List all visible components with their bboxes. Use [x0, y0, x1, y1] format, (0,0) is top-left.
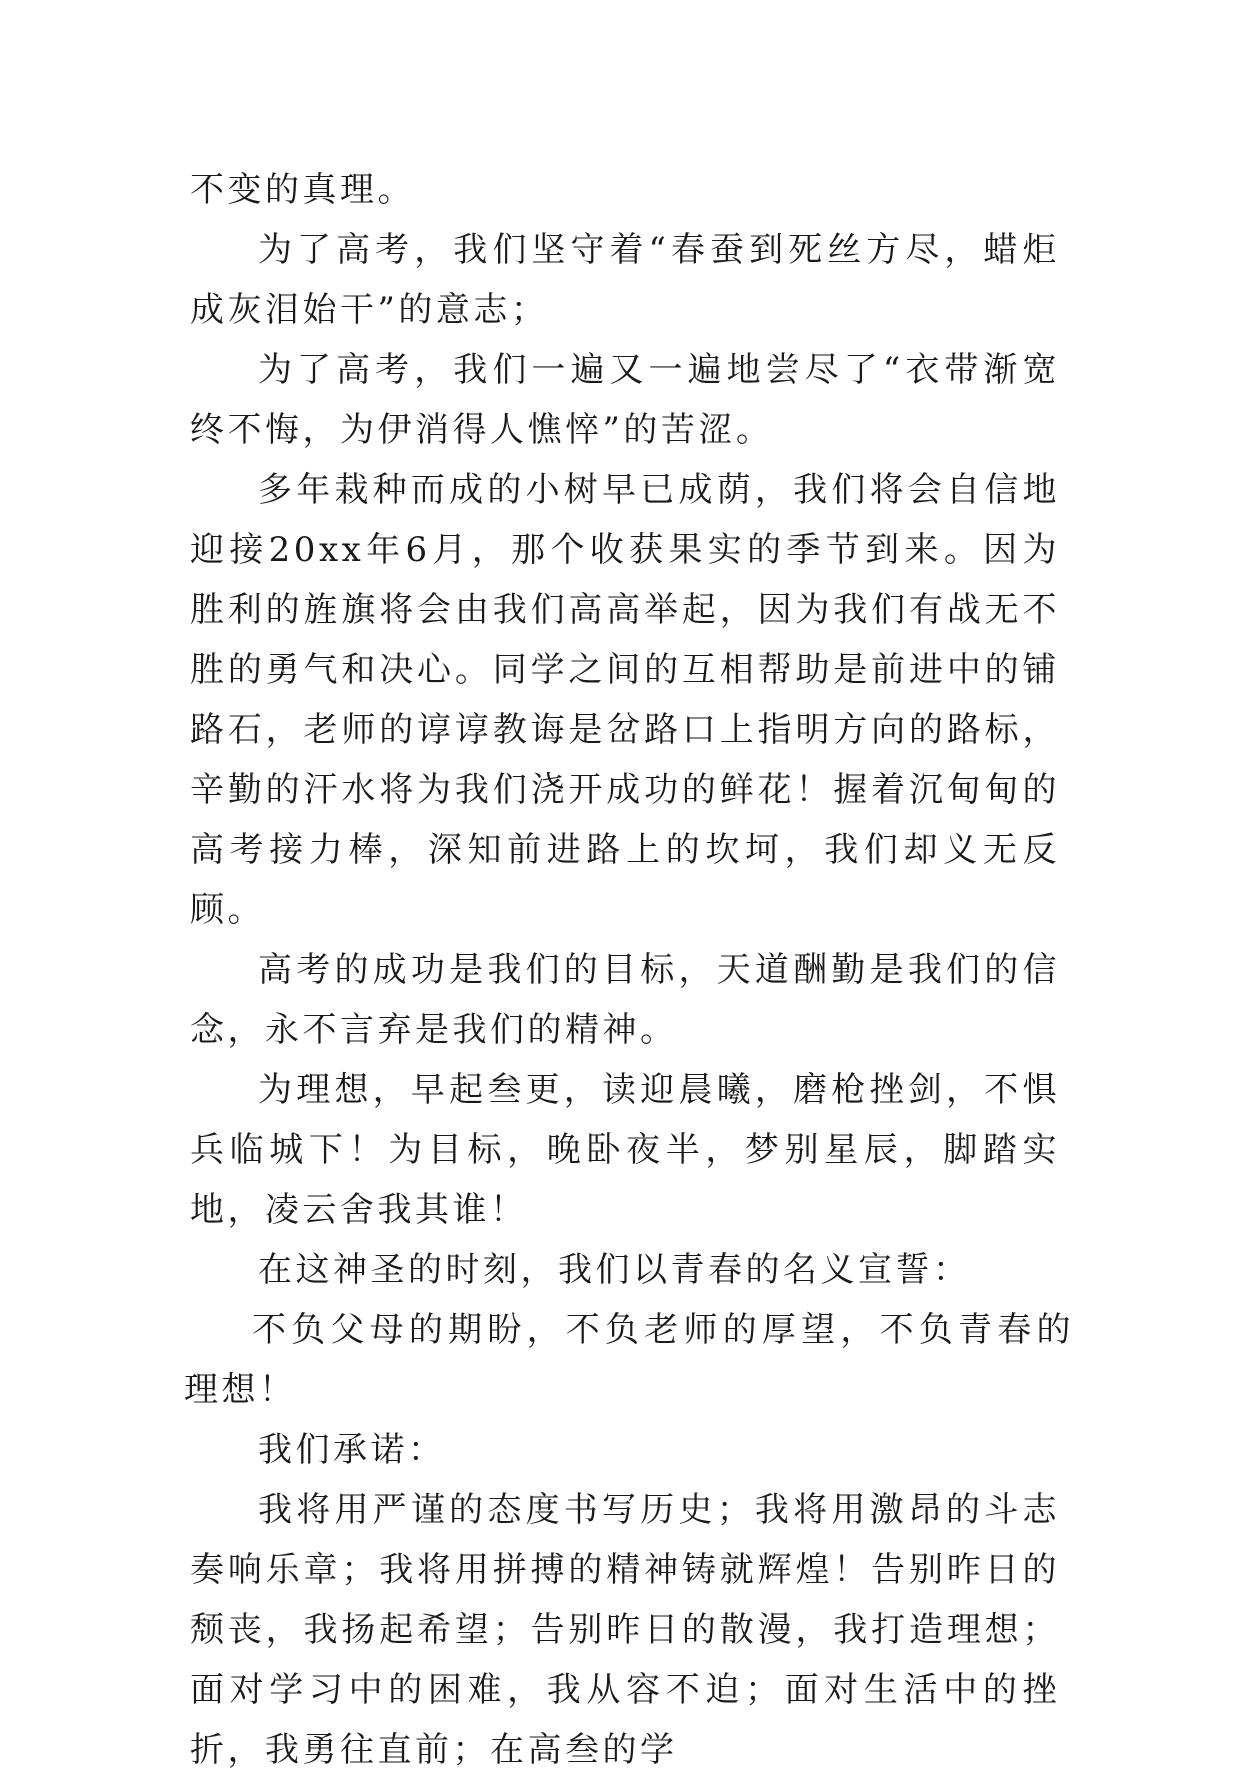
paragraph-1: 不变的真理。: [190, 170, 415, 210]
paragraph-5: 高考的成功是我们的目标，天道酬勤是我们的信念，永不言弃是我们的精神。: [190, 950, 1060, 1050]
paragraph-8: 不负父母的期盼，不负老师的厚望，不负青春的理想！: [184, 1310, 1074, 1410]
paragraph-10: 我将用严谨的态度书写历史；我将用激昂的斗志奏响乐章；我将用拼搏的精神铸就辉煌！告别昨日的颓丧，我扬起希望；告别昨日的散漫，我打造理想；面对学习中的困难，我从容不迫；面对生活中的挫折，我勇往直前；在高叁的学: [190, 1490, 1060, 1770]
paragraph-4: 多年栽种而成的小树早已成荫，我们将会自信地迎接20xx年6月，那个收获果实的季节到来。因为胜利的旌旗将会由我们高高举起，因为我们有战无不胜的勇气和决心。同学之间的互相帮助是前进中的铺路石，老师的谆谆教诲是岔路口上指明方向的路标，辛勤的汗水将为我们浇开成功的鲜花！握着沉甸甸的高考接力棒，深知前进路上的坎坷，我们却义无反顾。: [190, 470, 1060, 930]
paragraph-2: 为了高考，我们坚守着“春蚕到死丝方尽，蜡炬成灰泪始干”的意志；: [190, 230, 1060, 330]
document-body: [184, 160, 1074, 1780]
paragraph-9: 我们承诺：: [258, 1430, 446, 1470]
paragraph-7: 在这神圣的时刻，我们以青春的名义宣誓：: [258, 1250, 971, 1290]
paragraph-3: 为了高考，我们一遍又一遍地尝尽了“衣带渐宽终不悔，为伊消得人憔悴”的苦涩。: [190, 350, 1060, 450]
paragraph-6: 为理想，早起叁更，读迎晨曦，磨枪挫剑，不惧兵临城下！为目标，晚卧夜半，梦别星辰，脚踏实地，凌云舍我其谁！: [190, 1070, 1060, 1230]
